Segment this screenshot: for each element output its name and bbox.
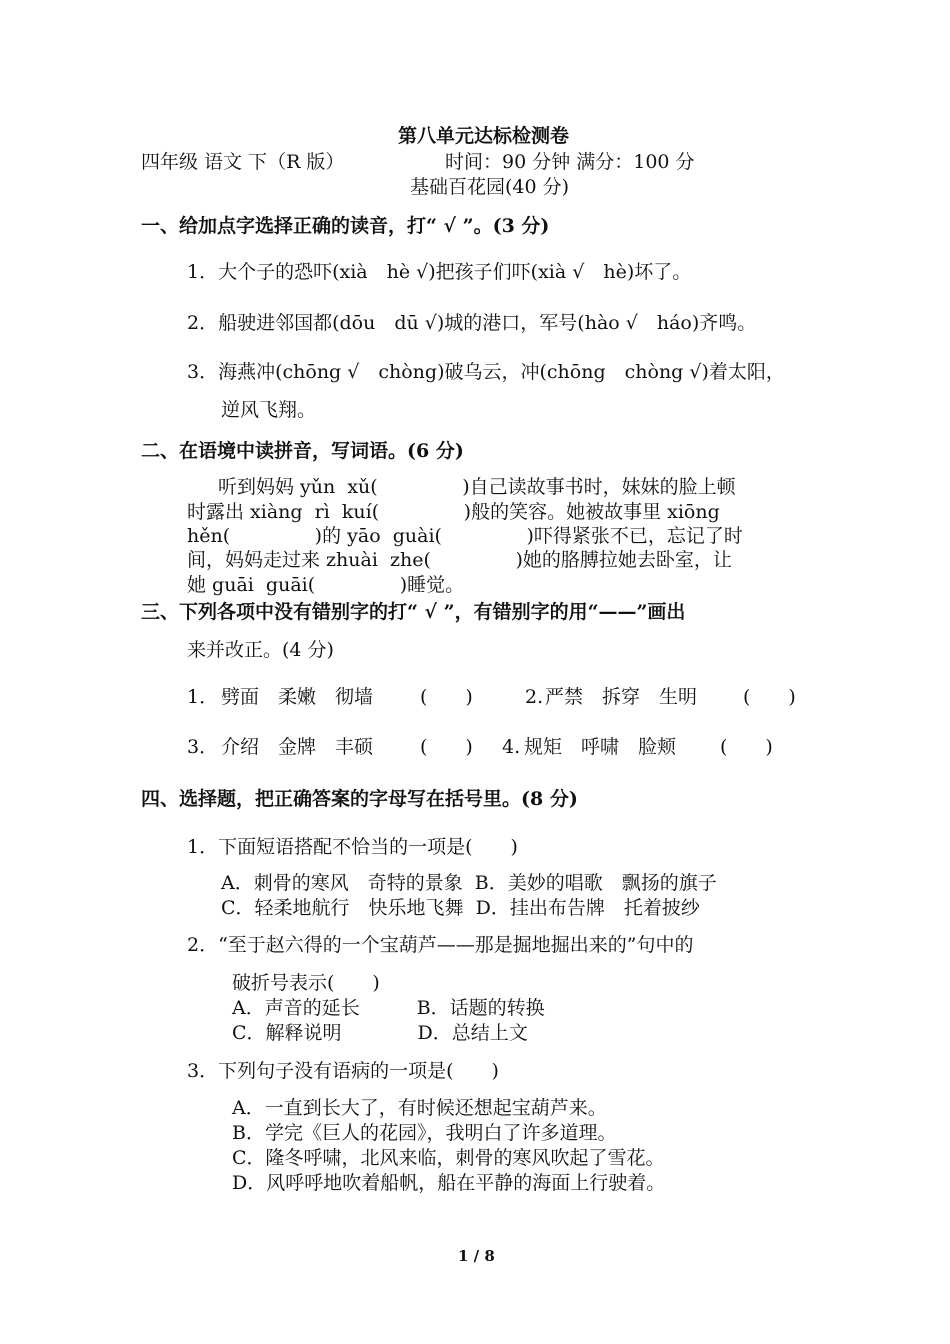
q1-heading: 一、给加点字选择正确的读音，打“ √ ”。(3 分) [141, 215, 550, 237]
section-title: 基础百花园(40 分) [410, 176, 570, 198]
q4-sub2-option-cd: C．解释说明 D．总结上文 [232, 1022, 528, 1044]
q1-item-1: 1．大个子的恐吓(xià hè √)把孩子们吓(xià √ hè)坏了。 [187, 261, 692, 283]
q4-sub3-option-d: D．风呼呼地吹着船帆，船在平静的海面上行驶着。 [232, 1172, 666, 1194]
q2-heading: 二、在语境中读拼音，写词语。(6 分) [141, 440, 464, 462]
page-title: 第八单元达标检测卷 [398, 126, 570, 147]
q1-item-3: 3．海燕冲(chōng √ chòng)破乌云，冲(chōng chòng √)着太阳， [187, 361, 785, 383]
q3-heading-cont: 来并改正。(4 分) [187, 639, 334, 661]
q3-item-4-answer: ( ) [720, 736, 773, 758]
q3-heading: 三、下列各项中没有错别字的打“ √ ”，有错别字的用“——”画出 [141, 601, 686, 623]
q4-heading: 四、选择题，把正确答案的字母写在括号里。(8 分) [141, 788, 578, 810]
q4-sub1-option-ab: A．刺骨的寒风 奇特的景象 B．美妙的唱歌 飘扬的旗子 [221, 872, 717, 894]
q2-line-2: 时露出 xiàng rì kuí( )般的笑容。她被故事里 xiōng [187, 501, 720, 523]
q1-item-2: 2．船驶进邻国都(dōu dū √)城的港口，军号(hào √ háo)齐鸣。 [187, 312, 757, 334]
q2-line-4: 间，妈妈走过来 zhuài zhe( )她的胳膊拉她去卧室，让 [187, 549, 732, 571]
q3-item-3-answer: ( ) [420, 736, 473, 758]
q4-sub3-option-b: B．学完《巨人的花园》，我明白了许多道理。 [232, 1122, 617, 1144]
q4-sub3-option-a: A．一直到长大了，有时候还想起宝葫芦来。 [232, 1097, 607, 1119]
q3-item-2-num: 2. [525, 686, 544, 708]
q4-sub3-option-c: C．隆冬呼啸，北风来临，刺骨的寒风吹起了雪花。 [232, 1147, 665, 1169]
page-number: 1 / 8 [458, 1247, 495, 1265]
q3-item-4-words: 规矩 呼啸 脸颊 [524, 736, 677, 758]
q4-sub2-stem: 2．“至于赵六得的一个宝葫芦——那是掘地掘出来的”句中的 [187, 934, 694, 956]
q3-item-2-answer: ( ) [743, 686, 796, 708]
q4-sub2-stem-cont: 破折号表示( ) [232, 972, 380, 994]
q2-line-5: 她 guāi guāi( )睡觉。 [187, 574, 465, 596]
q3-item-1-num: 1． [187, 686, 219, 708]
q4-sub3-stem: 3．下列句子没有语病的一项是( ) [187, 1060, 499, 1082]
time-score-label: 时间：90 分钟 满分：100 分 [445, 151, 695, 173]
q3-item-3-num: 3． [187, 736, 219, 758]
q2-line-3: hěn( )的 yāo guài( )吓得紧张不已，忘记了时 [187, 525, 743, 547]
q4-sub1-stem: 1．下面短语搭配不恰当的一项是( ) [187, 836, 518, 858]
q3-item-2-words: 严禁 拆穿 生明 [545, 686, 698, 708]
q3-item-1-words: 劈面 柔嫩 彻墙 [221, 686, 374, 708]
q3-item-4-num: 4. [502, 736, 521, 758]
q4-sub2-option-ab: A．声音的延长 B．话题的转换 [232, 997, 545, 1019]
q3-item-1-answer: ( ) [420, 686, 473, 708]
q4-sub1-option-cd: C．轻柔地航行 快乐地飞舞 D．挂出布告牌 托着披纱 [221, 897, 700, 919]
q3-item-3-words: 介绍 金牌 丰硕 [221, 736, 374, 758]
q2-line-1: 听到妈妈 yǔn xǔ( )自己读故事书时，妹妹的脸上顿 [218, 476, 736, 498]
grade-subject-label: 四年级 语文 下（R 版） [141, 151, 345, 173]
q1-item-3-cont: 逆风飞翔。 [221, 399, 317, 421]
